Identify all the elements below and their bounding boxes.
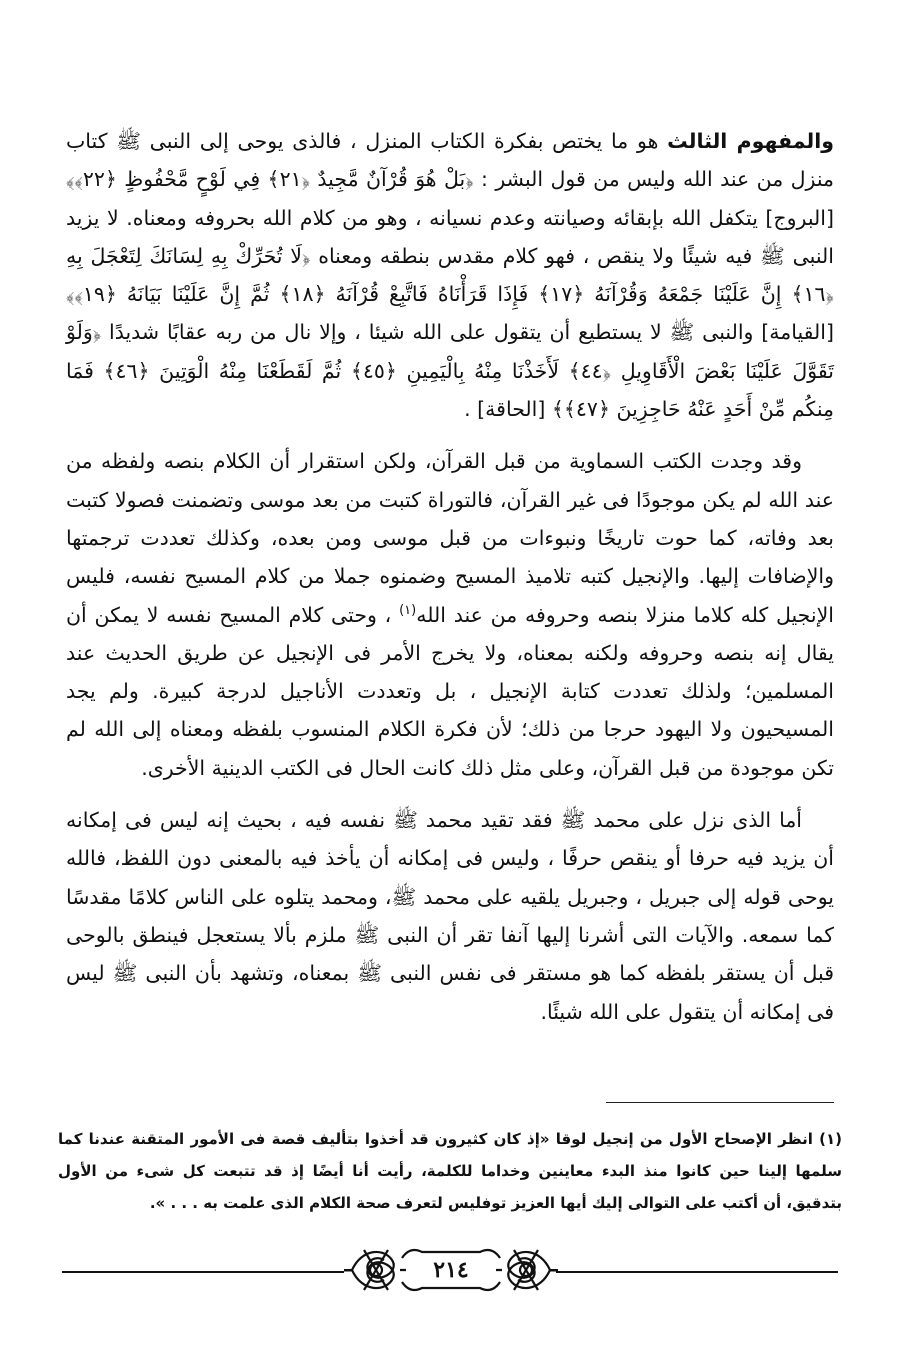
footnote-1: (١) انظر الإصحاح الأول من إنجيل لوقا «إذ كان كثيرون قد أخذوا بتأليف قصة فى الأمور المتقنة عندنا كما سلمها إلينا حين كانوا منذ البدء معاينين وخداما للكلمة، رأيت أنا أيضًا إذ قد تتبعت كل شىء من الأول بتدقيق، أن أكتب على التوالى إليك أيها العزيز توفليس لتعرف صحة الكلام الذى علمت به . . . ». bbox=[58, 1130, 842, 1212]
paragraph-lead: والمفهوم الثالث bbox=[667, 129, 834, 153]
paragraph-2 bbox=[66, 442, 834, 787]
footnotes bbox=[58, 1123, 842, 1219]
paragraph-text: أما الذى نزل على محمد ﷺ فقد تقيد محمد ﷺ نفسه فيه ، بحيث إنه ليس فى إمكانه أن يزيد فيه حرفا أو ينقص حرفًا ، وليس فى إمكانه أن يأخذ فيه بالمعنى دون اللفظ، فالله يوحى قوله إلى جبريل ، وجبريل يلقيه على محمد ﷺ، ومحمد يتلوه على الناس كلامًا مقدسًا كما سمعه. والآيات التى أشرنا إليها آنفا تقر أن النبى ﷺ ملزم بألا يستعجل فينطق بالوحى قبل أن يستقر بلفظه كما هو مستقر فى نفس النبى ﷺ بمعناه، وتشهد بأن النبى ﷺ ليس فى إمكانه أن يتقول على الله شيئًا. bbox=[66, 808, 834, 1024]
paragraph-text: هو ما يختص بفكرة الكتاب المنزل ، فالذى يوحى إلى النبى ﷺ كتاب منزل من عند الله وليس من قول البشر : ﴿بَلْ هُوَ قُرْآنٌ مَّجِيدٌ ﴿٢١﴾ فِي لَوْحٍ مَّحْفُوظٍ ﴿٢٢﴾﴾ [البروج] يتكفل الله بإبقائه وصيانته وعدم نسيانه ، وهو من كلام الله بحروفه ومعناه. لا يزيد النبى ﷺ فيه شيئًا ولا ينقص ، فهو كلام مقدس بنطقه ومعناه ﴿لَا تُحَرِّكْ بِهِ لِسَانَكَ لِتَعْجَلَ بِهِ ﴿١٦﴾ إِنَّ عَلَيْنَا جَمْعَهُ وَقُرْآنَهُ ﴿١٧﴾ فَإِذَا قَرَأْنَاهُ فَاتَّبِعْ قُرْآنَهُ ﴿١٨﴾ ثُمَّ إِنَّ عَلَيْنَا بَيَانَهُ ﴿١٩﴾﴾ [القيامة] والنبى ﷺ لا يستطيع أن يتقول على الله شيئا ، وإلا نال من ربه عقابًا شديدًا ﴿وَلَوْ تَقَوَّلَ عَلَيْنَا بَعْضَ الْأَقَاوِيلِ ﴿٤٤﴾ لَأَخَذْنَا مِنْهُ بِالْيَمِينِ ﴿٤٥﴾ ثُمَّ لَقَطَعْنَا مِنْهُ الْوَتِينَ ﴿٤٦﴾ فَمَا مِنكُم مِّنْ أَحَدٍ عَنْهُ حَاجِزِينَ ﴿٤٧﴾﴾ [الحاقة] . bbox=[66, 129, 834, 422]
paragraph-text: ، وحتى كلام المسيح نفسه لا يمكن أن يقال إنه بنصه وحروفه ولكنه بمعناه، ولا يخرج الأمر فى الإنجيل عن طريق الحديث عند المسلمين؛ ولذلك تعددت كتابة الإنجيل ، بل وتعددت الأناجيل لدرجة كبيرة. ولم يجد المسيحيون ولا اليهود حرجا من ذلك؛ لأن فكرة الكلام المنسوب بلفظه ومعناه إلى الله لم تكن موجودة من قبل القرآن، وعلى مثل ذلك كانت الحال فى الكتب الدينية الأخرى. bbox=[66, 602, 834, 780]
paragraph-3 bbox=[66, 801, 834, 1031]
paragraph-text: وقد وجدت الكتب السماوية من قبل القرآن، ولكن استقرار أن الكلام بنصه ولفظه من عند الله لم يكن موجودًا فى غير القرآن، فالتوراة كتبت من بعد موسى وتضمنت فصولا كتبت بعد وفاته، كما حوت تاريخًا ونبوءات من قبل موسى ومن بعده، وكذلك تعددت ترجمتها والإضافات إليها. والإنجيل كتبه تلاميذ المسيح وضمنوه جملا من كلام المسيح نفسه، فليس الإنجيل كله كلاما منزلا بنصه وحروفه من عند الله bbox=[66, 449, 835, 627]
footnote-reference[interactable]: (١) bbox=[399, 602, 417, 618]
main-text bbox=[66, 122, 834, 1031]
page-number: ٢١٤ bbox=[433, 1257, 469, 1283]
footer-rule-left bbox=[62, 1271, 344, 1273]
footer-rule-right bbox=[556, 1271, 838, 1273]
paragraph-1 bbox=[66, 122, 834, 428]
footnote-divider bbox=[606, 1102, 834, 1103]
